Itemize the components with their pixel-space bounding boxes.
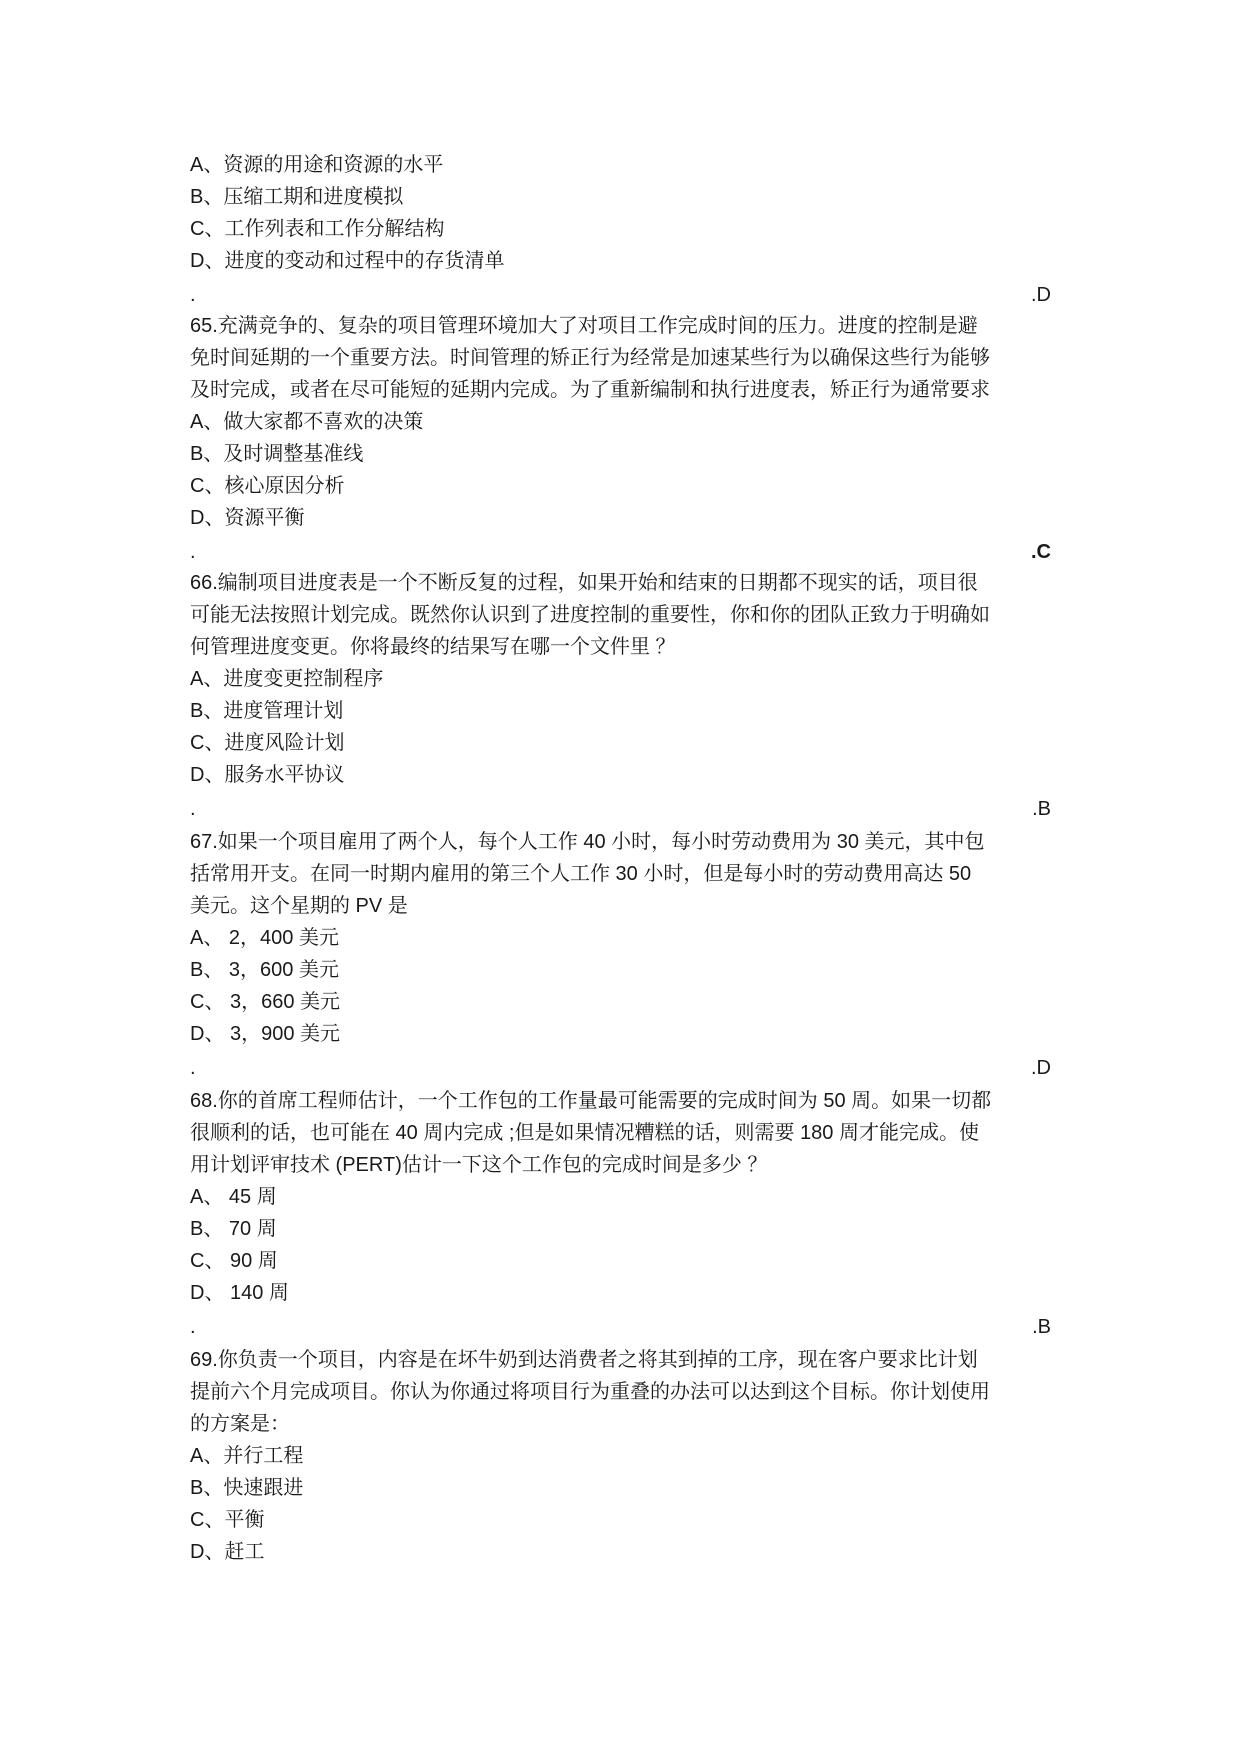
- q64-option-a: A、资源的用途和资源的水平: [190, 154, 444, 176]
- q64-answer-dot: .: [190, 284, 196, 306]
- q67-stem-line-3: 美元。这个星期的 PV 是: [190, 895, 408, 917]
- q67-stem-line-1: 67.如果一个项目雇用了两个人，每个人工作 40 小时，每小时劳动费用为 30 美元，其中包: [190, 831, 985, 853]
- q67-option-d: D、 3，900 美元: [190, 1023, 341, 1045]
- q66-option-d: D、服务水平协议: [190, 764, 345, 786]
- q68-stem-line-2: 很顺利的话，也可能在 40 周内完成 ;但是如果情况糟糕的话，则需要 180 周才能完成。使: [190, 1122, 979, 1144]
- q68-option-a: A、 45 周: [190, 1186, 277, 1208]
- q69-option-c: C、平衡: [190, 1509, 265, 1531]
- q66-option-c: C、进度风险计划: [190, 732, 345, 754]
- q64-answer: .D: [1031, 284, 1051, 306]
- q67-answer: .D: [1031, 1057, 1051, 1079]
- q68-option-d: D、 140 周: [190, 1282, 289, 1304]
- q67-stem-line-2: 括常用开支。在同一时期内雇用的第三个人工作 30 小时，但是每小时的劳动费用高达 50: [190, 863, 972, 885]
- q66-stem-line-2: 可能无法按照计划完成。既然你认识到了进度控制的重要性，你和你的团队正致力于明确如: [190, 604, 990, 626]
- q68-option-c: C、 90 周: [190, 1250, 278, 1272]
- q69-stem-line-1: 69.你负责一个项目，内容是在坏牛奶到达消费者之将其到掉的工序，现在客户要求比计划: [190, 1349, 978, 1371]
- q69-stem-line-2: 提前六个月完成项目。你认为你通过将项目行为重叠的办法可以达到这个目标。你计划使用: [190, 1381, 990, 1403]
- q67-option-c: C、 3，660 美元: [190, 991, 341, 1013]
- q65-option-a: A、做大家都不喜欢的决策: [190, 411, 424, 433]
- q68-option-b: B、 70 周: [190, 1218, 277, 1240]
- q64-option-b: B、压缩工期和进度模拟: [190, 186, 404, 208]
- q66-answer-dot: .: [190, 798, 196, 820]
- q67-option-a: A、 2，400 美元: [190, 927, 339, 949]
- q67-answer-dot: .: [190, 1057, 196, 1079]
- q65-stem-line-2: 免时间延期的一个重要方法。时间管理的矫正行为经常是加速某些行为以确保这些行为能够: [190, 347, 990, 369]
- q67-option-b: B、 3，600 美元: [190, 959, 339, 981]
- q66-stem-line-1: 66.编制项目进度表是一个不断反复的过程，如果开始和结束的日期都不现实的话，项目很: [190, 572, 978, 594]
- q65-answer-dot: .: [190, 541, 196, 563]
- q65-stem-line-3: 及时完成，或者在尽可能短的延期内完成。为了重新编制和执行进度表，矫正行为通常要求: [190, 379, 990, 401]
- q65-stem-line-1: 65.充满竞争的、复杂的项目管理环境加大了对项目工作完成时间的压力。进度的控制是避: [190, 315, 978, 337]
- q65-answer: .C: [1031, 541, 1051, 563]
- q69-stem-line-3: 的方案是：: [190, 1413, 290, 1435]
- q64-option-c: C、工作列表和工作分解结构: [190, 218, 445, 240]
- q68-stem-line-3: 用计划评审技术 (PERT)估计一下这个工作包的完成时间是多少 ？: [190, 1154, 768, 1176]
- q69-option-a: A、并行工程: [190, 1445, 304, 1467]
- q68-answer-dot: .: [190, 1316, 196, 1338]
- q68-answer: .B: [1032, 1316, 1051, 1338]
- q69-option-b: B、快速跟进: [190, 1477, 304, 1499]
- q65-option-b: B、及时调整基准线: [190, 443, 364, 465]
- q65-option-c: C、核心原因分析: [190, 475, 345, 497]
- q66-answer: .B: [1032, 798, 1051, 820]
- q66-stem-line-3: 何管理进度变更。你将最终的结果写在哪一个文件里 ？: [190, 636, 676, 658]
- q68-stem-line-1: 68.你的首席工程师估计，一个工作包的工作量最可能需要的完成时间为 50 周。如果一切都: [190, 1090, 992, 1112]
- q64-option-d: D、进度的变动和过程中的存货清单: [190, 250, 505, 272]
- q65-option-d: D、资源平衡: [190, 507, 305, 529]
- q69-option-d: D、赶工: [190, 1541, 265, 1563]
- q66-option-a: A、进度变更控制程序: [190, 668, 384, 690]
- q66-option-b: B、进度管理计划: [190, 700, 344, 722]
